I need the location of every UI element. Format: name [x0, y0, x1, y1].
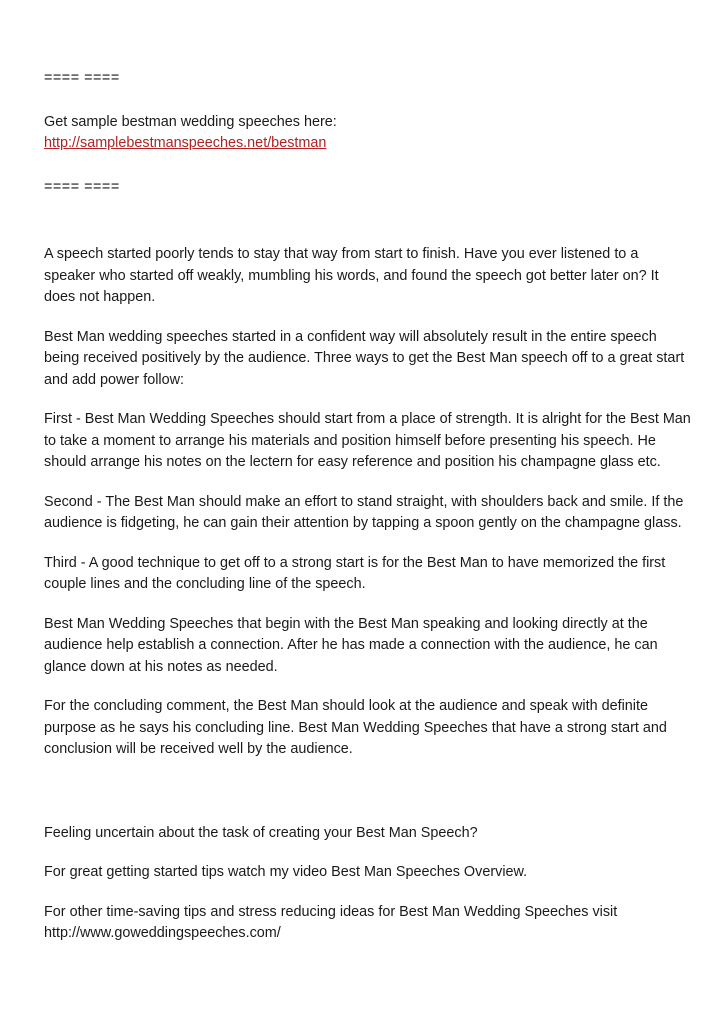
- paragraph-third: Third - A good technique to get off to a strong start is for the Best Man to have memorized the first couple lines and the concluding line of the speech.: [44, 554, 666, 592]
- footer-visit-text: For other time-saving tips and stress reducing ideas for Best Man Wedding Speeches visit: [44, 903, 618, 920]
- footer-video-tip: For great getting started tips watch my video Best Man Speeches Overview.: [44, 864, 528, 880]
- paragraph-confident: Best Man wedding speeches started in a confident way will absolutely result in the entire speech being received positively by the audience. Three ways to get the Best Man speech off to a great start and add power follow:: [44, 328, 685, 388]
- paragraph-conclusion: For the concluding comment, the Best Man should look at the audience and speak with definite purpose as he says his concluding line. Best Man Wedding Speeches that have a strong start and conclusion will be received well by the audience.: [44, 698, 667, 757]
- paragraph-intro: A speech started poorly tends to stay that way from start to finish. Have you ever listened to a speaker who started off weakly, mumbling his words, and found the speech got better later on? It does not happen.: [44, 246, 659, 305]
- paragraph-first: First - Best Man Wedding Speeches should start from a place of strength. It is alright for the Best Man to take a moment to arrange his materials and position himself before presenting his speech. He should arrange his notes on the lectern for easy reference and position his champagne glass etc.: [44, 411, 691, 470]
- paragraph-second: Second - The Best Man should make an effort to stand straight, with shoulders back and smile. If the audience is fidgeting, he can gain their attention by tapping a spoon gently on the champagne glass.: [44, 493, 684, 531]
- paragraph-connection: Best Man Wedding Speeches that begin with the Best Man speaking and looking directly at the audience help establish a connection. After he has made a connection with the audience, he can glance down at his notes as needed.: [44, 615, 658, 675]
- intro-link[interactable]: http://samplebestmanspeeches.net/bestman: [44, 135, 327, 151]
- document-page: [44, 68, 692, 945]
- footer-question: Feeling uncertain about the task of creating your Best Man Speech?: [44, 824, 478, 841]
- separator-bottom: ==== ====: [44, 178, 120, 195]
- separator-top: ==== ====: [44, 70, 120, 86]
- intro-text: Get sample bestman wedding speeches here:: [44, 113, 337, 130]
- footer-visit-link[interactable]: http://www.goweddingspeeches.com/: [44, 925, 281, 941]
